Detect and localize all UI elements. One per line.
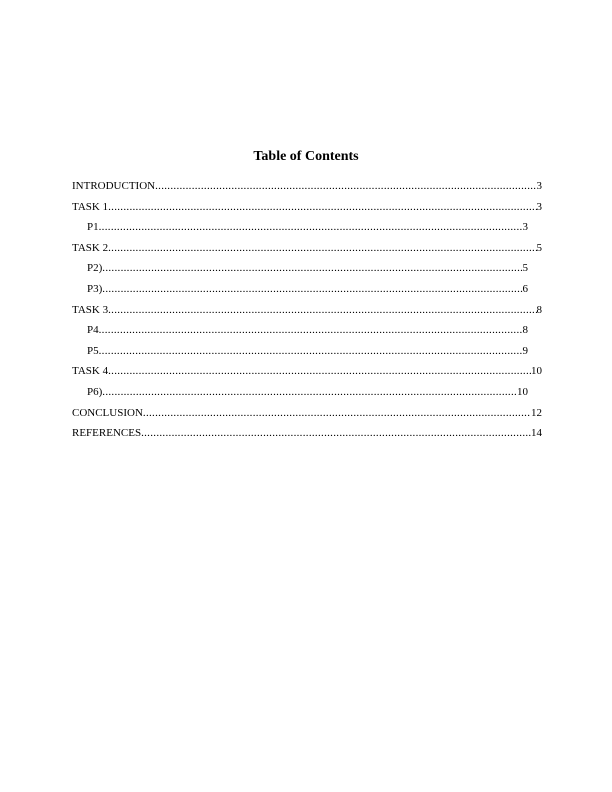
toc-entry-task-3[interactable]: [72, 302, 542, 323]
toc-page-number: 14: [531, 427, 542, 440]
toc-dot-leader: [99, 219, 523, 235]
toc-entry-p1[interactable]: [72, 219, 528, 240]
toc-dot-leader: [99, 343, 523, 359]
toc-page-number: 9: [522, 344, 528, 357]
toc-dot-leader: [102, 281, 522, 297]
toc-dot-leader: [102, 384, 517, 400]
toc-entry-label: INTRODUCTION: [72, 180, 156, 192]
toc-entry-p5[interactable]: [72, 343, 528, 364]
toc-entry-label: P3): [87, 282, 103, 295]
toc-dot-leader: [108, 199, 536, 215]
toc-entry-p2[interactable]: [72, 260, 528, 281]
toc-page-number: 8: [536, 303, 542, 316]
toc-dot-leader: [108, 240, 536, 256]
toc-dot-leader: [155, 178, 536, 194]
toc-entry-label: P2): [87, 262, 103, 275]
toc-entry-label: P6): [87, 385, 103, 398]
toc-dot-leader: [141, 425, 531, 441]
toc-entry-label: P4: [87, 324, 99, 337]
toc-entry-task-4[interactable]: [72, 363, 542, 384]
toc-entry-task-1[interactable]: [72, 199, 542, 220]
toc-entry-references[interactable]: [72, 425, 542, 446]
toc-page-number: 5: [522, 262, 528, 275]
toc-entry-label: P5: [87, 344, 99, 357]
toc-page-number: 10: [517, 385, 528, 398]
toc-page-number: 5: [536, 241, 542, 254]
toc-dot-leader: [143, 405, 531, 421]
toc-entry-label: REFERENCES: [72, 427, 142, 440]
toc-dot-leader: [108, 302, 536, 318]
toc-entry-label: P1: [87, 221, 99, 234]
toc-dot-leader: [99, 322, 523, 338]
toc-entry-p6[interactable]: [72, 384, 528, 405]
toc-page-number: 3: [536, 180, 542, 192]
toc-entry-label: TASK 3: [72, 303, 109, 316]
toc-page-number: 3: [522, 221, 528, 234]
toc-entry-task-2[interactable]: [72, 240, 542, 261]
toc-entry-label: TASK 1: [72, 200, 109, 213]
toc-entry-p4[interactable]: [72, 322, 528, 343]
toc-entry-label: TASK 4: [72, 365, 109, 378]
toc-page-number: 8: [522, 324, 528, 337]
toc-entry-label: TASK 2: [72, 241, 109, 254]
toc-entry-introduction[interactable]: [72, 178, 542, 199]
toc-entry-label: CONCLUSION: [72, 406, 143, 419]
toc-page-number: 3: [536, 200, 542, 213]
toc-page-number: 10: [531, 365, 542, 378]
table-of-contents: [72, 178, 542, 446]
toc-dot-leader: [108, 363, 531, 379]
toc-entry-conclusion[interactable]: [72, 405, 542, 426]
toc-page-number: 6: [522, 282, 528, 295]
toc-dot-leader: [102, 260, 522, 276]
toc-title: Table of Contents: [253, 149, 359, 164]
toc-entry-p3[interactable]: [72, 281, 528, 302]
toc-page-number: 12: [531, 406, 542, 419]
